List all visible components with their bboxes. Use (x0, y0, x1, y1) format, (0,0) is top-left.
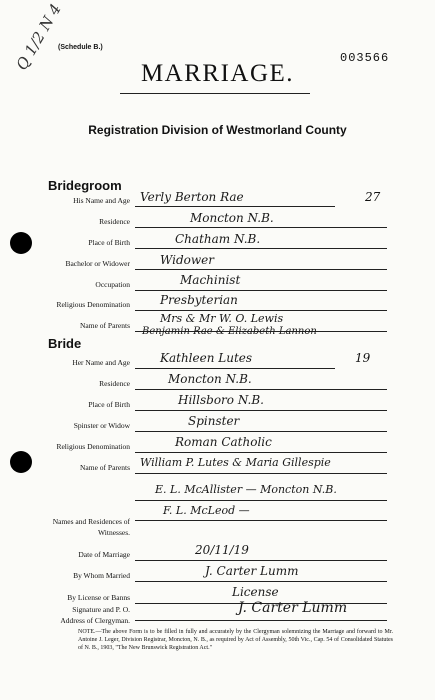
bride-birthplace-line (135, 410, 387, 411)
groom-status-line (135, 269, 387, 270)
married-by-value: J. Carter Lumm (205, 564, 299, 578)
groom-parents-value: Mrs & Mr W. O. Lewis (160, 312, 284, 325)
punch-hole-bottom (10, 451, 32, 473)
form-note: NOTE.—The above Form is to be filled in fully and accurately by the Clergyman solemnizing the Marriage and forward to Mr. Antoine J. Leger, Division Registrar, Moncton, N. B., as required by Act of Assembly, 50th Vic., Cap. 54 of Consolidated Statutes of N. B., 1903, "The New Brunswick Registration Act." (78, 629, 393, 651)
schedule-label: (Schedule B.) (58, 44, 103, 51)
groom-birthplace-label: Place of Birth (88, 238, 130, 247)
groom-occupation-label: Occupation (95, 280, 130, 289)
bride-religion-line (135, 452, 387, 453)
bride-status-label: Spinster or Widow (73, 421, 130, 430)
groom-residence-label: Residence (99, 217, 130, 226)
clergy-signature-label: Signature and P. O. Address of Clergyman. (60, 605, 130, 625)
groom-religion-line (135, 310, 387, 311)
witnesses-label: Names and Residences of Witnesses. (52, 517, 130, 537)
groom-occupation-line (135, 290, 387, 291)
bride-birthplace-label: Place of Birth (88, 400, 130, 409)
punch-hole-top (10, 232, 32, 254)
clergy-signature-line (135, 620, 387, 621)
bride-parents-line (135, 473, 387, 474)
groom-name-label: His Name and Age (73, 196, 130, 205)
groom-birthplace-value: Chatham N.B. (175, 232, 261, 246)
groom-birthplace-line (135, 248, 387, 249)
bride-heading: Bride (48, 336, 82, 351)
witness1-line (135, 500, 387, 501)
bride-religion-value: Roman Catholic (175, 435, 272, 449)
serial-number: 003566 (340, 51, 390, 65)
married-by-label: By Whom Married (73, 571, 130, 580)
bride-parents-label: Name of Parents (80, 463, 130, 472)
form-title: MARRIAGE. (140, 60, 295, 87)
witness2-line (135, 520, 387, 521)
witness2-value: F. L. McLeod — (163, 504, 250, 517)
bride-status-line (135, 431, 387, 432)
registration-division: Registration Division of Westmorland County (88, 123, 347, 137)
bride-parents-value: William P. Lutes & Maria Gillespie (140, 456, 331, 469)
groom-name-line (135, 206, 335, 207)
groom-residence-value: Moncton N.B. (190, 211, 274, 225)
married-by-line (135, 581, 387, 582)
bride-name-line (135, 368, 335, 369)
groom-status-label: Bachelor or Widower (65, 259, 130, 268)
witness1-value: E. L. McAllister — Moncton N.B. (155, 483, 337, 496)
bride-status-value: Spinster (188, 414, 240, 428)
bride-residence-value: Moncton N.B. (168, 372, 252, 386)
marriage-date-label: Date of Marriage (78, 550, 130, 559)
groom-parents-label: Name of Parents (80, 321, 130, 330)
clergy-signature-value: J. Carter Lumm (238, 600, 348, 616)
groom-parents-value-2: Benjamin Rae & Elizabeth Lannon (142, 326, 317, 337)
bride-name-label: Her Name and Age (72, 358, 130, 367)
groom-residence-line (135, 227, 387, 228)
marriage-date-value: 20/11/19 (195, 543, 249, 557)
bride-name-value: Kathleen Lutes (160, 351, 253, 365)
groom-status-value: Widower (160, 253, 214, 267)
groom-age-value: 27 (365, 190, 381, 204)
title-rule (120, 93, 310, 94)
groom-religion-value: Presbyterian (160, 293, 238, 307)
groom-occupation-value: Machinist (180, 273, 241, 287)
bride-birthplace-value: Hillsboro N.B. (178, 393, 264, 407)
bride-residence-line (135, 389, 387, 390)
marriage-date-line (135, 560, 387, 561)
bride-residence-label: Residence (99, 379, 130, 388)
bride-age-value: 19 (355, 351, 371, 365)
license-value: License (232, 585, 279, 599)
groom-name-value: Verly Berton Rae (140, 190, 244, 204)
bride-religion-label: Religious Denomination (56, 442, 130, 451)
groom-religion-label: Religious Denomination (56, 300, 130, 309)
license-label: By License or Banns (67, 593, 130, 602)
bridegroom-heading: Bridegroom (48, 178, 122, 193)
pencil-annotation: Q 1/2 N 4 (12, 0, 65, 74)
